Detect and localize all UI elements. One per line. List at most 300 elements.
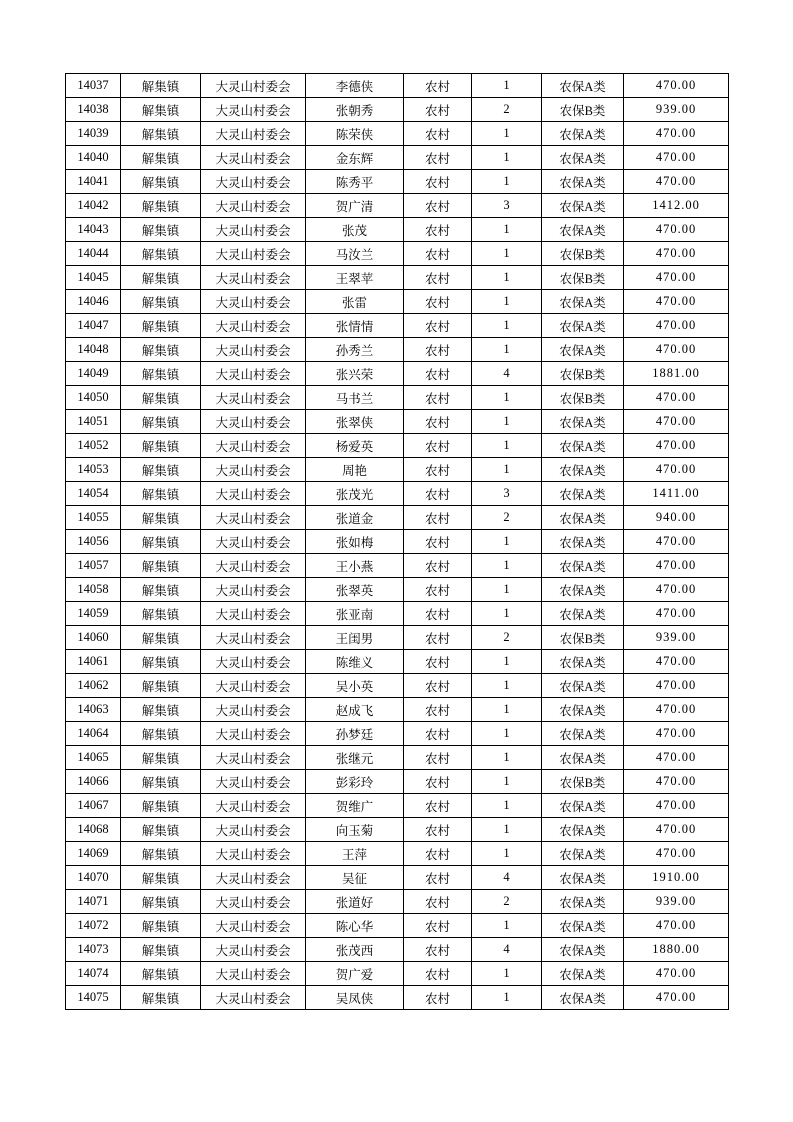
- cell-amount: 470.00: [624, 914, 729, 938]
- cell-count: 1: [472, 818, 542, 842]
- cell-name: 吴凤侠: [306, 986, 404, 1010]
- table-row: [66, 866, 729, 890]
- cell-id: 14056: [66, 530, 121, 554]
- cell-amount: 470.00: [624, 578, 729, 602]
- cell-town: 解集镇: [121, 266, 201, 290]
- table-row: [66, 338, 729, 362]
- cell-residence: 农村: [404, 122, 472, 146]
- cell-name: 向玉菊: [306, 818, 404, 842]
- cell-name: 张茂西: [306, 938, 404, 962]
- cell-id: 14055: [66, 506, 121, 530]
- cell-town: 解集镇: [121, 170, 201, 194]
- cell-residence: 农村: [404, 602, 472, 626]
- cell-amount: 470.00: [624, 986, 729, 1010]
- cell-village: 大灵山村委会: [201, 458, 306, 482]
- cell-town: 解集镇: [121, 722, 201, 746]
- cell-town: 解集镇: [121, 338, 201, 362]
- table-row: [66, 362, 729, 386]
- cell-name: 赵成飞: [306, 698, 404, 722]
- cell-category: 农保A类: [542, 290, 624, 314]
- cell-category: 农保A类: [542, 338, 624, 362]
- table-row: [66, 194, 729, 218]
- cell-name: 张茂: [306, 218, 404, 242]
- cell-amount: 470.00: [624, 170, 729, 194]
- table-row: [66, 722, 729, 746]
- cell-amount: 470.00: [624, 434, 729, 458]
- cell-village: 大灵山村委会: [201, 218, 306, 242]
- cell-category: 农保A类: [542, 506, 624, 530]
- cell-village: 大灵山村委会: [201, 530, 306, 554]
- cell-count: 1: [472, 962, 542, 986]
- cell-village: 大灵山村委会: [201, 386, 306, 410]
- cell-id: 14049: [66, 362, 121, 386]
- cell-name: 张翠侠: [306, 410, 404, 434]
- cell-name: 吴征: [306, 866, 404, 890]
- cell-town: 解集镇: [121, 458, 201, 482]
- cell-id: 14057: [66, 554, 121, 578]
- table-row: [66, 554, 729, 578]
- cell-village: 大灵山村委会: [201, 506, 306, 530]
- cell-id: 14072: [66, 914, 121, 938]
- cell-name: 金东辉: [306, 146, 404, 170]
- table-row: [66, 650, 729, 674]
- cell-category: 农保A类: [542, 650, 624, 674]
- cell-amount: 939.00: [624, 98, 729, 122]
- cell-village: 大灵山村委会: [201, 794, 306, 818]
- cell-amount: 1881.00: [624, 362, 729, 386]
- cell-count: 1: [472, 338, 542, 362]
- cell-amount: 470.00: [624, 818, 729, 842]
- cell-village: 大灵山村委会: [201, 770, 306, 794]
- cell-id: 14042: [66, 194, 121, 218]
- cell-town: 解集镇: [121, 386, 201, 410]
- cell-village: 大灵山村委会: [201, 290, 306, 314]
- cell-town: 解集镇: [121, 194, 201, 218]
- cell-category: 农保A类: [542, 218, 624, 242]
- cell-count: 1: [472, 458, 542, 482]
- cell-category: 农保A类: [542, 170, 624, 194]
- cell-id: 14045: [66, 266, 121, 290]
- cell-count: 1: [472, 650, 542, 674]
- cell-count: 1: [472, 674, 542, 698]
- cell-amount: 939.00: [624, 626, 729, 650]
- cell-village: 大灵山村委会: [201, 890, 306, 914]
- table-row: [66, 74, 729, 98]
- cell-count: 3: [472, 194, 542, 218]
- cell-residence: 农村: [404, 986, 472, 1010]
- table-row: [66, 98, 729, 122]
- cell-id: 14065: [66, 746, 121, 770]
- table-row: [66, 602, 729, 626]
- cell-count: 4: [472, 362, 542, 386]
- cell-count: 1: [472, 410, 542, 434]
- cell-id: 14044: [66, 242, 121, 266]
- cell-amount: 470.00: [624, 242, 729, 266]
- cell-id: 14074: [66, 962, 121, 986]
- cell-residence: 农村: [404, 530, 472, 554]
- cell-village: 大灵山村委会: [201, 482, 306, 506]
- cell-count: 1: [472, 914, 542, 938]
- table-row: [66, 266, 729, 290]
- cell-name: 贺广清: [306, 194, 404, 218]
- cell-category: 农保A类: [542, 554, 624, 578]
- cell-count: 1: [472, 746, 542, 770]
- cell-residence: 农村: [404, 722, 472, 746]
- cell-amount: 470.00: [624, 650, 729, 674]
- cell-residence: 农村: [404, 386, 472, 410]
- cell-count: 1: [472, 770, 542, 794]
- cell-village: 大灵山村委会: [201, 242, 306, 266]
- cell-id: 14070: [66, 866, 121, 890]
- cell-town: 解集镇: [121, 842, 201, 866]
- cell-village: 大灵山村委会: [201, 434, 306, 458]
- cell-village: 大灵山村委会: [201, 626, 306, 650]
- cell-town: 解集镇: [121, 674, 201, 698]
- cell-residence: 农村: [404, 578, 472, 602]
- cell-count: 1: [472, 386, 542, 410]
- cell-name: 陈心华: [306, 914, 404, 938]
- cell-count: 2: [472, 506, 542, 530]
- cell-count: 1: [472, 530, 542, 554]
- cell-id: 14060: [66, 626, 121, 650]
- cell-category: 农保B类: [542, 770, 624, 794]
- cell-id: 14068: [66, 818, 121, 842]
- cell-town: 解集镇: [121, 890, 201, 914]
- cell-count: 2: [472, 98, 542, 122]
- cell-residence: 农村: [404, 866, 472, 890]
- cell-village: 大灵山村委会: [201, 170, 306, 194]
- cell-count: 1: [472, 434, 542, 458]
- cell-name: 张朝秀: [306, 98, 404, 122]
- cell-name: 杨爱英: [306, 434, 404, 458]
- cell-category: 农保A类: [542, 890, 624, 914]
- cell-id: 14071: [66, 890, 121, 914]
- cell-village: 大灵山村委会: [201, 194, 306, 218]
- cell-count: 1: [472, 314, 542, 338]
- cell-category: 农保A类: [542, 866, 624, 890]
- cell-id: 14039: [66, 122, 121, 146]
- cell-town: 解集镇: [121, 290, 201, 314]
- table-row: [66, 938, 729, 962]
- cell-amount: 470.00: [624, 770, 729, 794]
- cell-count: 1: [472, 722, 542, 746]
- cell-count: 4: [472, 866, 542, 890]
- cell-residence: 农村: [404, 410, 472, 434]
- cell-category: 农保A类: [542, 194, 624, 218]
- cell-name: 彭彩玲: [306, 770, 404, 794]
- cell-amount: 470.00: [624, 146, 729, 170]
- pension-records-table: [65, 73, 729, 1010]
- cell-name: 张雷: [306, 290, 404, 314]
- cell-town: 解集镇: [121, 866, 201, 890]
- cell-id: 14040: [66, 146, 121, 170]
- table-row: [66, 482, 729, 506]
- cell-town: 解集镇: [121, 818, 201, 842]
- cell-count: 1: [472, 290, 542, 314]
- cell-name: 吴小英: [306, 674, 404, 698]
- cell-count: 1: [472, 986, 542, 1010]
- cell-category: 农保A类: [542, 314, 624, 338]
- cell-category: 农保A类: [542, 746, 624, 770]
- cell-town: 解集镇: [121, 74, 201, 98]
- cell-amount: 470.00: [624, 266, 729, 290]
- cell-name: 马汝兰: [306, 242, 404, 266]
- table-row: [66, 458, 729, 482]
- cell-category: 农保A类: [542, 914, 624, 938]
- cell-amount: 939.00: [624, 890, 729, 914]
- cell-residence: 农村: [404, 770, 472, 794]
- cell-residence: 农村: [404, 458, 472, 482]
- cell-town: 解集镇: [121, 530, 201, 554]
- cell-name: 张继元: [306, 746, 404, 770]
- table-row: [66, 818, 729, 842]
- cell-residence: 农村: [404, 506, 472, 530]
- cell-amount: 940.00: [624, 506, 729, 530]
- cell-category: 农保B类: [542, 626, 624, 650]
- cell-residence: 农村: [404, 482, 472, 506]
- table-row: [66, 986, 729, 1010]
- cell-amount: 470.00: [624, 602, 729, 626]
- cell-id: 14061: [66, 650, 121, 674]
- table-row: [66, 146, 729, 170]
- cell-name: 张翠英: [306, 578, 404, 602]
- cell-amount: 470.00: [624, 218, 729, 242]
- cell-town: 解集镇: [121, 554, 201, 578]
- cell-residence: 农村: [404, 962, 472, 986]
- cell-town: 解集镇: [121, 698, 201, 722]
- cell-name: 张兴荣: [306, 362, 404, 386]
- cell-category: 农保B类: [542, 362, 624, 386]
- cell-category: 农保B类: [542, 386, 624, 410]
- cell-village: 大灵山村委会: [201, 602, 306, 626]
- table-row: [66, 530, 729, 554]
- cell-name: 孙梦廷: [306, 722, 404, 746]
- cell-residence: 农村: [404, 194, 472, 218]
- cell-name: 周艳: [306, 458, 404, 482]
- cell-id: 14043: [66, 218, 121, 242]
- cell-id: 14037: [66, 74, 121, 98]
- cell-village: 大灵山村委会: [201, 938, 306, 962]
- cell-name: 王闺男: [306, 626, 404, 650]
- cell-amount: 470.00: [624, 746, 729, 770]
- table-row: [66, 506, 729, 530]
- cell-count: 1: [472, 578, 542, 602]
- cell-village: 大灵山村委会: [201, 314, 306, 338]
- cell-category: 农保B类: [542, 242, 624, 266]
- table-row: [66, 170, 729, 194]
- cell-town: 解集镇: [121, 602, 201, 626]
- cell-category: 农保A类: [542, 482, 624, 506]
- cell-town: 解集镇: [121, 410, 201, 434]
- cell-village: 大灵山村委会: [201, 722, 306, 746]
- cell-village: 大灵山村委会: [201, 362, 306, 386]
- table-row: [66, 290, 729, 314]
- table-row: [66, 842, 729, 866]
- table-row: [66, 698, 729, 722]
- cell-id: 14059: [66, 602, 121, 626]
- cell-residence: 农村: [404, 74, 472, 98]
- cell-village: 大灵山村委会: [201, 266, 306, 290]
- cell-amount: 1880.00: [624, 938, 729, 962]
- cell-id: 14075: [66, 986, 121, 1010]
- cell-id: 14050: [66, 386, 121, 410]
- cell-id: 14048: [66, 338, 121, 362]
- cell-town: 解集镇: [121, 746, 201, 770]
- cell-id: 14053: [66, 458, 121, 482]
- cell-name: 贺广爱: [306, 962, 404, 986]
- cell-village: 大灵山村委会: [201, 986, 306, 1010]
- cell-village: 大灵山村委会: [201, 338, 306, 362]
- cell-category: 农保A类: [542, 842, 624, 866]
- cell-category: 农保A类: [542, 794, 624, 818]
- cell-count: 1: [472, 146, 542, 170]
- cell-count: 1: [472, 74, 542, 98]
- cell-town: 解集镇: [121, 626, 201, 650]
- table-row: [66, 578, 729, 602]
- table-row: [66, 386, 729, 410]
- cell-residence: 农村: [404, 242, 472, 266]
- cell-amount: 470.00: [624, 842, 729, 866]
- cell-amount: 470.00: [624, 698, 729, 722]
- cell-category: 农保A类: [542, 122, 624, 146]
- cell-name: 王小燕: [306, 554, 404, 578]
- cell-category: 农保A类: [542, 530, 624, 554]
- cell-amount: 470.00: [624, 554, 729, 578]
- cell-amount: 470.00: [624, 962, 729, 986]
- cell-amount: 470.00: [624, 794, 729, 818]
- cell-amount: 470.00: [624, 674, 729, 698]
- cell-residence: 农村: [404, 362, 472, 386]
- cell-village: 大灵山村委会: [201, 914, 306, 938]
- cell-amount: 1411.00: [624, 482, 729, 506]
- cell-category: 农保A类: [542, 818, 624, 842]
- cell-category: 农保A类: [542, 146, 624, 170]
- cell-name: 孙秀兰: [306, 338, 404, 362]
- cell-village: 大灵山村委会: [201, 962, 306, 986]
- cell-village: 大灵山村委会: [201, 746, 306, 770]
- cell-residence: 农村: [404, 698, 472, 722]
- cell-count: 1: [472, 218, 542, 242]
- cell-residence: 农村: [404, 914, 472, 938]
- cell-residence: 农村: [404, 170, 472, 194]
- cell-town: 解集镇: [121, 242, 201, 266]
- cell-village: 大灵山村委会: [201, 410, 306, 434]
- cell-town: 解集镇: [121, 122, 201, 146]
- cell-village: 大灵山村委会: [201, 698, 306, 722]
- cell-amount: 470.00: [624, 314, 729, 338]
- cell-category: 农保A类: [542, 674, 624, 698]
- cell-town: 解集镇: [121, 434, 201, 458]
- cell-count: 2: [472, 626, 542, 650]
- cell-category: 农保A类: [542, 578, 624, 602]
- cell-town: 解集镇: [121, 314, 201, 338]
- cell-residence: 农村: [404, 794, 472, 818]
- cell-name: 王萍: [306, 842, 404, 866]
- cell-town: 解集镇: [121, 362, 201, 386]
- cell-count: 1: [472, 242, 542, 266]
- cell-id: 14064: [66, 722, 121, 746]
- cell-town: 解集镇: [121, 218, 201, 242]
- cell-name: 陈维义: [306, 650, 404, 674]
- cell-residence: 农村: [404, 842, 472, 866]
- cell-village: 大灵山村委会: [201, 578, 306, 602]
- cell-category: 农保B类: [542, 98, 624, 122]
- cell-town: 解集镇: [121, 482, 201, 506]
- cell-count: 1: [472, 698, 542, 722]
- cell-count: 1: [472, 122, 542, 146]
- cell-name: 张道金: [306, 506, 404, 530]
- cell-name: 张茂光: [306, 482, 404, 506]
- cell-village: 大灵山村委会: [201, 122, 306, 146]
- cell-residence: 农村: [404, 338, 472, 362]
- cell-residence: 农村: [404, 218, 472, 242]
- cell-residence: 农村: [404, 98, 472, 122]
- cell-category: 农保A类: [542, 410, 624, 434]
- cell-amount: 470.00: [624, 722, 729, 746]
- cell-town: 解集镇: [121, 770, 201, 794]
- cell-residence: 农村: [404, 146, 472, 170]
- cell-count: 1: [472, 266, 542, 290]
- cell-category: 农保A类: [542, 722, 624, 746]
- cell-town: 解集镇: [121, 938, 201, 962]
- cell-village: 大灵山村委会: [201, 866, 306, 890]
- cell-id: 14052: [66, 434, 121, 458]
- table-row: [66, 122, 729, 146]
- cell-count: 1: [472, 602, 542, 626]
- cell-residence: 农村: [404, 266, 472, 290]
- cell-town: 解集镇: [121, 914, 201, 938]
- table-row: [66, 914, 729, 938]
- cell-name: 王翠苹: [306, 266, 404, 290]
- cell-id: 14054: [66, 482, 121, 506]
- cell-village: 大灵山村委会: [201, 74, 306, 98]
- cell-category: 农保A类: [542, 698, 624, 722]
- cell-name: 张如梅: [306, 530, 404, 554]
- cell-category: 农保A类: [542, 962, 624, 986]
- cell-category: 农保A类: [542, 458, 624, 482]
- cell-residence: 农村: [404, 890, 472, 914]
- cell-id: 14067: [66, 794, 121, 818]
- table-row: [66, 314, 729, 338]
- table-row: [66, 218, 729, 242]
- cell-residence: 农村: [404, 434, 472, 458]
- cell-residence: 农村: [404, 938, 472, 962]
- cell-category: 农保A类: [542, 602, 624, 626]
- cell-amount: 470.00: [624, 458, 729, 482]
- cell-name: 马书兰: [306, 386, 404, 410]
- table-row: [66, 626, 729, 650]
- table-row: [66, 770, 729, 794]
- cell-town: 解集镇: [121, 794, 201, 818]
- cell-residence: 农村: [404, 554, 472, 578]
- cell-category: 农保A类: [542, 986, 624, 1010]
- cell-id: 14058: [66, 578, 121, 602]
- cell-residence: 农村: [404, 290, 472, 314]
- cell-id: 14047: [66, 314, 121, 338]
- cell-amount: 470.00: [624, 338, 729, 362]
- cell-category: 农保B类: [542, 266, 624, 290]
- cell-amount: 470.00: [624, 122, 729, 146]
- cell-amount: 470.00: [624, 410, 729, 434]
- cell-count: 4: [472, 938, 542, 962]
- cell-village: 大灵山村委会: [201, 146, 306, 170]
- table-body: [66, 74, 729, 1010]
- cell-id: 14063: [66, 698, 121, 722]
- table-row: [66, 410, 729, 434]
- cell-village: 大灵山村委会: [201, 650, 306, 674]
- cell-id: 14069: [66, 842, 121, 866]
- cell-id: 14046: [66, 290, 121, 314]
